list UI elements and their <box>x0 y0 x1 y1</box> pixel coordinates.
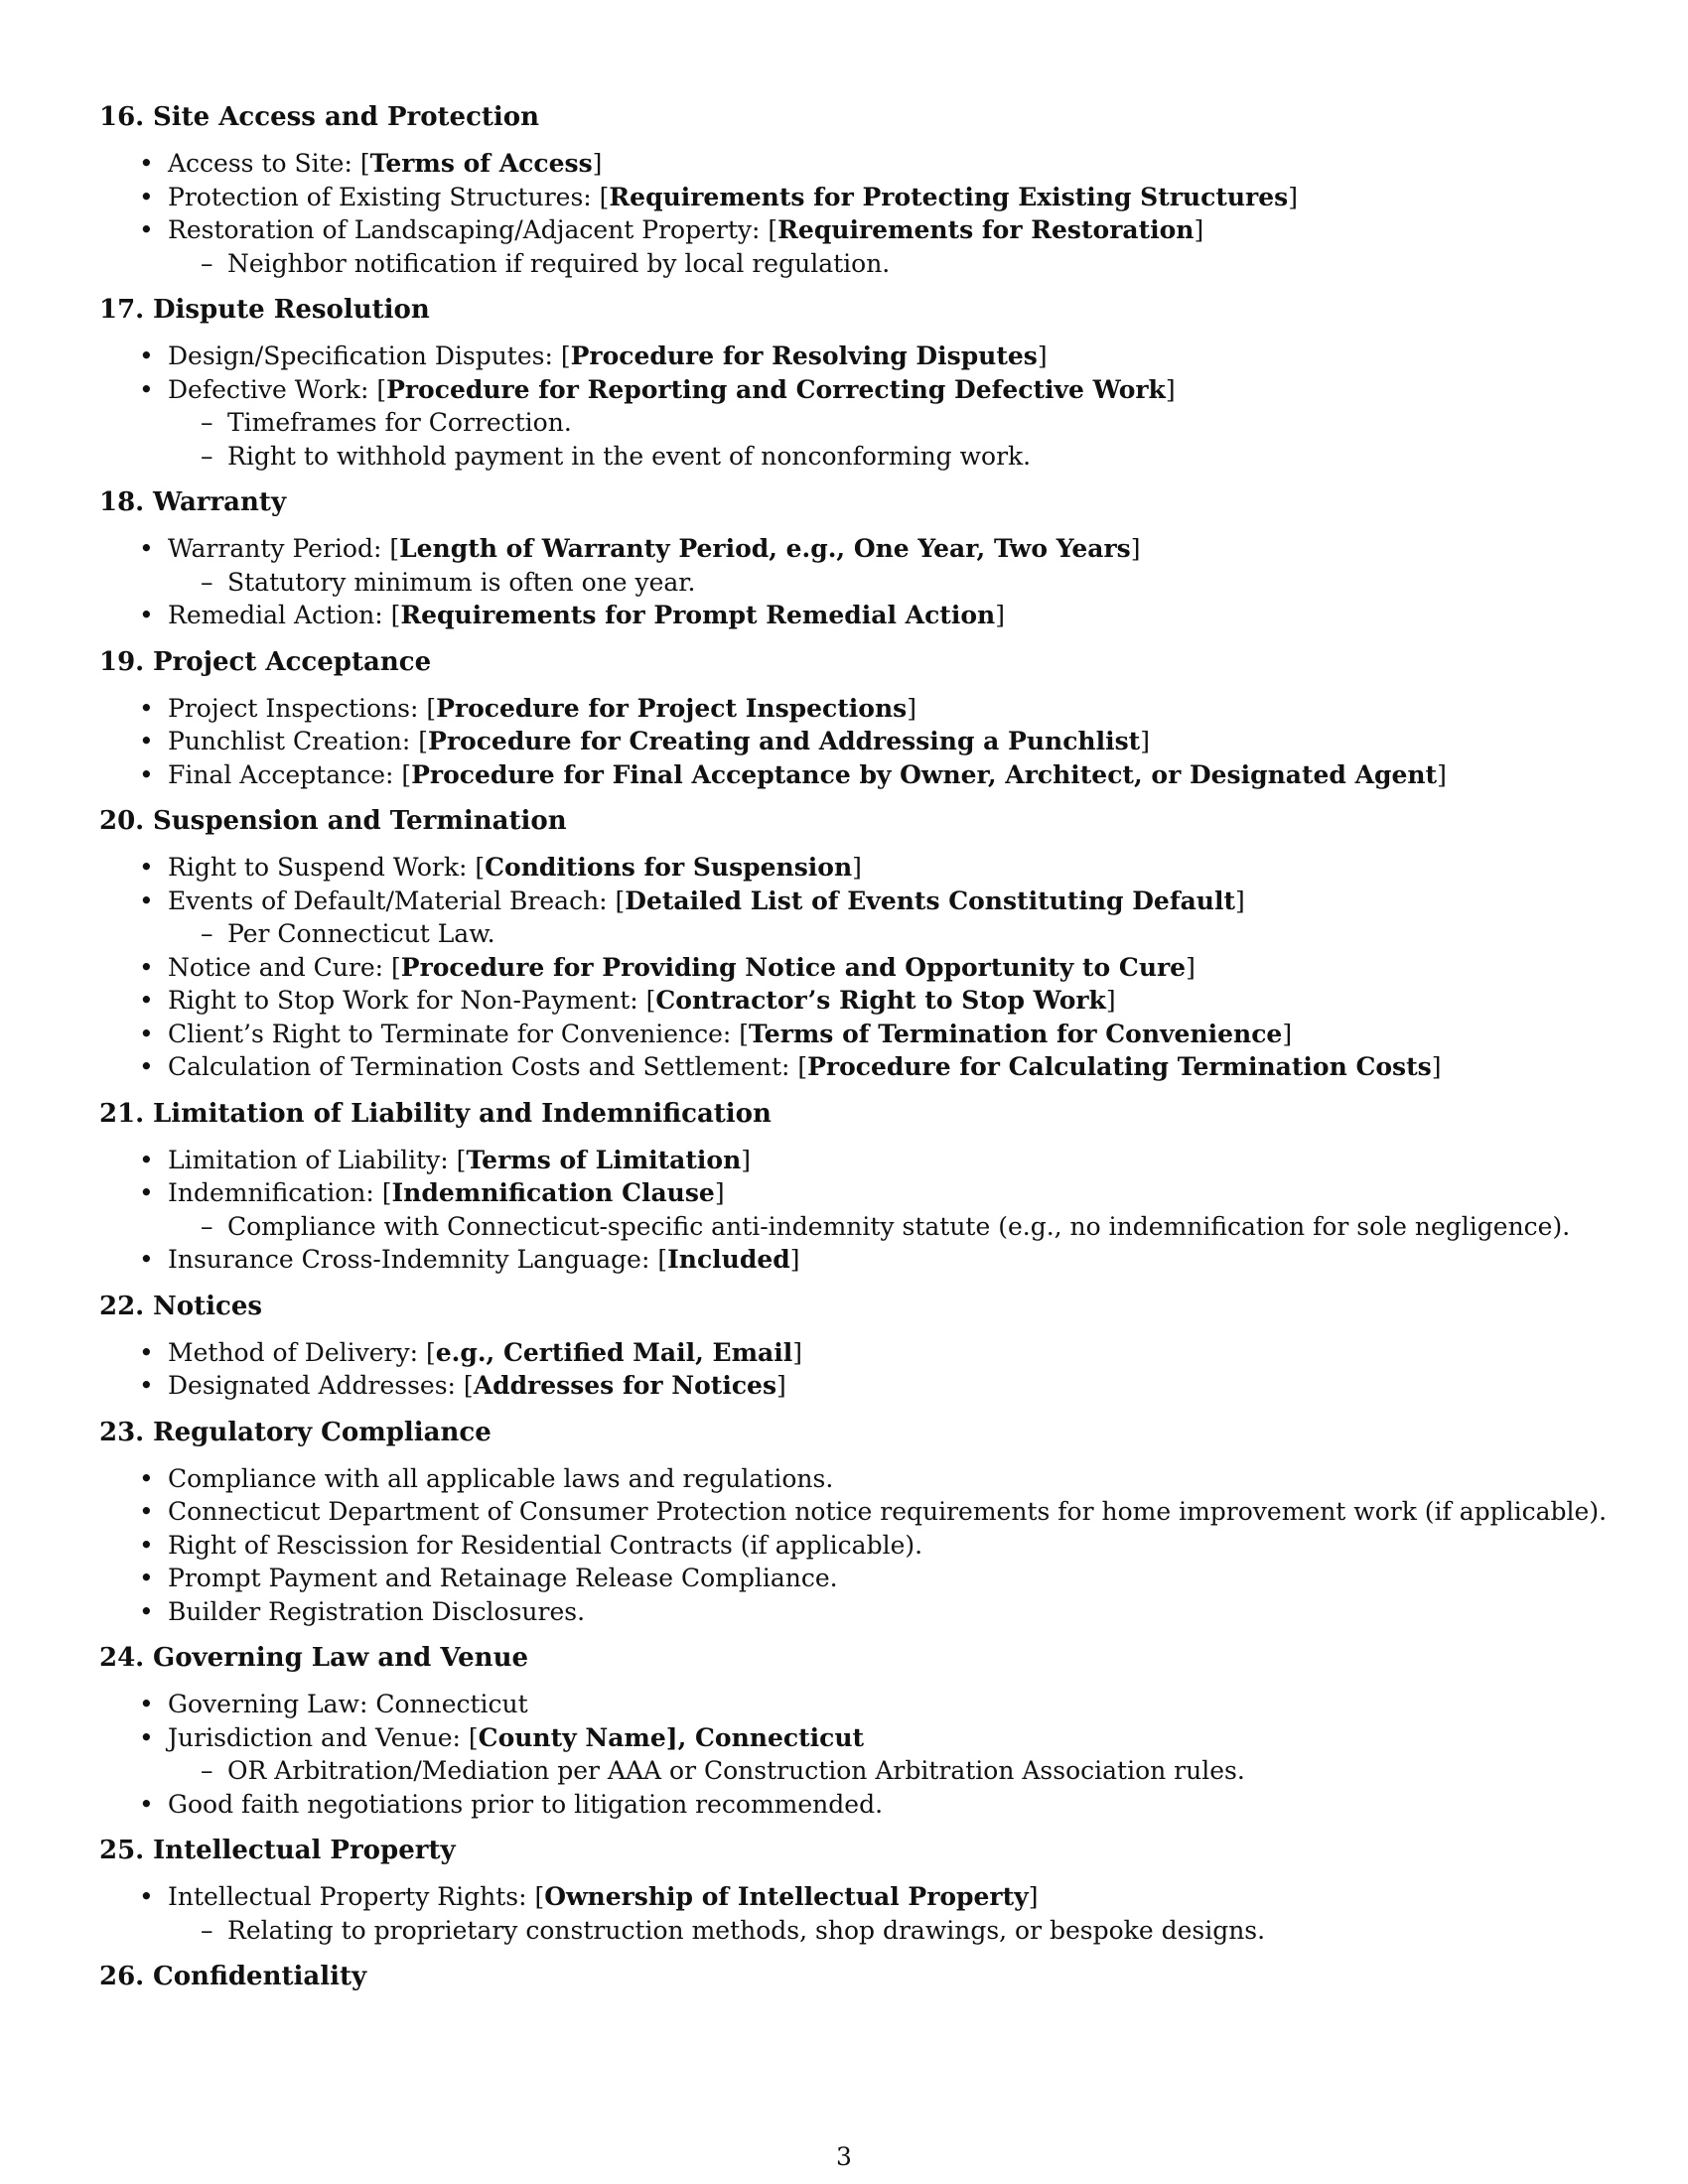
list-item <box>99 1243 1648 1277</box>
section <box>99 1289 1648 1403</box>
sub-list <box>168 406 1648 473</box>
list-item <box>99 851 1648 885</box>
list-item <box>99 1462 1648 1496</box>
item-text: Good faith negotiations prior to litigation recommended. <box>168 1789 884 1819</box>
section-number: 21. <box>99 1098 145 1129</box>
item-placeholder: Procedure for Reporting and Correcting Defective Work <box>386 374 1166 404</box>
section-heading <box>99 1415 1648 1450</box>
item-placeholder: County Name <box>478 1722 666 1752</box>
section <box>99 644 1648 792</box>
section-title: Regulatory Compliance <box>153 1417 492 1447</box>
item-text-after: ] <box>1437 759 1447 789</box>
section-number: 25. <box>99 1836 145 1865</box>
sub-list <box>168 917 1648 951</box>
section <box>99 803 1648 1084</box>
list-item <box>99 532 1648 599</box>
item-placeholder: Detailed List of Events Constituting Default <box>625 886 1235 915</box>
item-text: Indemnification: [ <box>168 1178 392 1207</box>
list-item <box>99 1495 1648 1529</box>
item-placeholder: Procedure for Calculating Termination Costs <box>807 1052 1432 1081</box>
sub-list-item: – Per Connecticut Law. <box>168 917 1648 951</box>
bullet-list <box>99 1462 1648 1629</box>
item-text-after: ] <box>852 853 862 882</box>
item-text: Designated Addresses: [ <box>168 1371 474 1400</box>
section-heading <box>99 484 1648 520</box>
item-placeholder: Conditions for Suspension <box>485 853 853 882</box>
section-number: 18. <box>99 487 145 517</box>
item-placeholder: Indemnification Clause <box>391 1178 715 1207</box>
section <box>99 484 1648 632</box>
item-placeholder: Requirements for Protecting Existing Structures <box>609 182 1289 211</box>
item-text: Defective Work: [ <box>168 374 387 404</box>
list-item <box>99 1050 1648 1084</box>
section-title: Limitation of Liability and Indemnification <box>153 1098 772 1129</box>
item-placeholder: Included <box>667 1245 790 1274</box>
item-text-after: ] <box>1194 215 1204 244</box>
item-text-after: ] <box>1235 886 1245 915</box>
item-text-after: ] <box>1431 1052 1442 1081</box>
item-text-after: ], Connecticut <box>665 1722 865 1752</box>
item-text: Protection of Existing Structures: [ <box>168 182 610 211</box>
bullet-list <box>99 1880 1648 1947</box>
sub-list-item: – Statutory minimum is often one year. <box>168 566 1648 600</box>
item-text: Insurance Cross-Indemnity Language: [ <box>168 1245 668 1274</box>
sub-list-item: – Compliance with Connecticut-specific anti-indemnity statute (e.g., no indemnification for sole negligence). <box>168 1210 1648 1244</box>
section <box>99 1959 1648 1994</box>
section-number: 17. <box>99 295 145 325</box>
list-item <box>99 1721 1648 1788</box>
section-number: 19. <box>99 646 145 677</box>
document-body <box>99 99 1648 2006</box>
list-item <box>99 1688 1648 1721</box>
section-number: 23. <box>99 1417 145 1447</box>
item-placeholder: Terms of Termination for Convenience <box>749 1019 1283 1048</box>
list-item <box>99 1880 1648 1947</box>
list-item <box>99 1562 1648 1595</box>
sub-list <box>168 1210 1648 1244</box>
item-placeholder: Length of Warranty Period, e.g., One Year, Two Years <box>399 534 1131 563</box>
sub-list-item: – Right to withhold payment in the event of nonconforming work. <box>168 440 1648 474</box>
list-item <box>99 1144 1648 1177</box>
sub-list-item: – Relating to proprietary construction methods, shop drawings, or bespoke designs. <box>168 1914 1648 1948</box>
list-item <box>99 758 1648 792</box>
item-placeholder: Procedure for Project Inspections <box>436 693 908 723</box>
item-text: Warranty Period: [ <box>168 534 400 563</box>
section-heading <box>99 99 1648 135</box>
list-item <box>99 725 1648 758</box>
list-item <box>99 1595 1648 1629</box>
list-item <box>99 1018 1648 1051</box>
item-placeholder: e.g., Certified Mail, Email <box>435 1337 793 1367</box>
item-text: Right to Stop Work for Non-Payment: [ <box>168 986 656 1015</box>
item-placeholder: Contractor’s Right to Stop Work <box>655 986 1106 1015</box>
bullet-list <box>99 692 1648 792</box>
item-placeholder: Requirements for Prompt Remedial Action <box>400 601 996 629</box>
section-title: Warranty <box>153 487 287 517</box>
item-text: Right to Suspend Work: [ <box>168 853 486 882</box>
item-placeholder: Procedure for Creating and Addressing a Punchlist <box>428 727 1141 755</box>
item-text: Design/Specification Disputes: [ <box>168 341 571 370</box>
section-number: 24. <box>99 1643 145 1673</box>
item-placeholder: Ownership of Intellectual Property <box>544 1882 1029 1911</box>
section-title: Governing Law and Venue <box>153 1643 529 1673</box>
section-number: 20. <box>99 806 145 836</box>
section-heading <box>99 292 1648 328</box>
item-text: Limitation of Liability: [ <box>168 1145 467 1174</box>
section <box>99 1096 1648 1277</box>
section-heading <box>99 1289 1648 1324</box>
bullet-list <box>99 1688 1648 1821</box>
item-text-after: ] <box>1140 727 1150 755</box>
list-item <box>99 885 1648 951</box>
item-text: Restoration of Landscaping/Adjacent Property: [ <box>168 215 778 244</box>
item-text: Connecticut Department of Consumer Protection notice requirements for home improvement work (if applicable). <box>168 1497 1608 1526</box>
section-heading <box>99 1640 1648 1676</box>
item-text: Events of Default/Material Breach: [ <box>168 886 626 915</box>
list-item <box>99 1529 1648 1563</box>
item-text: Client’s Right to Terminate for Convenience: [ <box>168 1019 750 1048</box>
section-title: Suspension and Termination <box>153 806 567 836</box>
item-text-after: ] <box>1186 952 1196 982</box>
list-item <box>99 599 1648 632</box>
list-item <box>99 213 1648 280</box>
item-text-after: ] <box>1282 1019 1293 1048</box>
section-title: Project Acceptance <box>153 646 432 677</box>
list-item <box>99 1369 1648 1403</box>
item-text: Project Inspections: [ <box>168 693 437 723</box>
item-text-after: ] <box>714 1178 725 1207</box>
list-item <box>99 984 1648 1018</box>
item-text: Builder Registration Disclosures. <box>168 1596 586 1626</box>
section-title: Site Access and Protection <box>153 102 540 132</box>
section <box>99 1833 1648 1947</box>
item-text-after: ] <box>789 1245 800 1274</box>
item-text: Intellectual Property Rights: [ <box>168 1882 545 1911</box>
item-text-after: ] <box>1165 374 1176 404</box>
item-text: Compliance with all applicable laws and regulations. <box>168 1463 834 1493</box>
section-title: Dispute Resolution <box>153 295 430 325</box>
item-text-after: ] <box>1288 182 1298 211</box>
item-placeholder: Procedure for Providing Notice and Opportunity to Cure <box>400 952 1187 982</box>
item-text-after: ] <box>592 149 603 178</box>
item-text-after: ] <box>907 693 916 723</box>
sub-list-item: – OR Arbitration/Mediation per AAA or Construction Arbitration Association rules. <box>168 1754 1648 1788</box>
list-item <box>99 147 1648 181</box>
item-text: Punchlist Creation: [ <box>168 727 429 755</box>
list-item <box>99 1336 1648 1370</box>
item-text: Right of Rescission for Residential Contracts (if applicable). <box>168 1530 923 1560</box>
item-text: Jurisdiction and Venue: [ <box>168 1722 479 1752</box>
list-item <box>99 181 1648 214</box>
section <box>99 292 1648 473</box>
section-heading <box>99 644 1648 680</box>
section-title: Intellectual Property <box>153 1836 456 1865</box>
item-text-after: ] <box>1028 1882 1039 1911</box>
section <box>99 1415 1648 1629</box>
list-item <box>99 340 1648 373</box>
list-item <box>99 692 1648 726</box>
list-item <box>99 1176 1648 1243</box>
section-title: Confidentiality <box>153 1962 367 1991</box>
sub-list-item: – Neighbor notification if required by local regulation. <box>168 247 1648 281</box>
item-text-after: ] <box>776 1371 786 1400</box>
section-heading <box>99 1833 1648 1868</box>
bullet-list <box>99 1144 1648 1277</box>
item-text: Method of Delivery: [ <box>168 1337 436 1367</box>
bullet-list <box>99 532 1648 632</box>
sub-list <box>168 1914 1648 1948</box>
sub-list-item: – Timeframes for Correction. <box>168 406 1648 440</box>
bullet-list <box>99 147 1648 280</box>
item-placeholder: Addresses for Notices <box>473 1371 777 1400</box>
item-placeholder: Terms of Limitation <box>466 1145 742 1174</box>
item-text: Access to Site: [ <box>168 149 370 178</box>
item-text-after: ] <box>1130 534 1141 563</box>
sub-list <box>168 1754 1648 1788</box>
section-heading <box>99 1959 1648 1994</box>
item-text: Prompt Payment and Retainage Release Compliance. <box>168 1564 838 1592</box>
section <box>99 1640 1648 1821</box>
section-number: 16. <box>99 102 145 132</box>
item-placeholder: Requirements for Restoration <box>777 215 1195 244</box>
item-text-after: ] <box>741 1145 752 1174</box>
item-placeholder: Terms of Access <box>369 149 593 178</box>
list-item <box>99 373 1648 474</box>
item-text: Remedial Action: [ <box>168 601 401 629</box>
item-text-after: ] <box>1105 986 1116 1015</box>
section-title: Notices <box>153 1291 263 1321</box>
list-item <box>99 951 1648 985</box>
bullet-list <box>99 340 1648 473</box>
item-text: Final Acceptance: [ <box>168 759 412 789</box>
section <box>99 99 1648 280</box>
sub-list <box>168 247 1648 281</box>
section-number: 22. <box>99 1291 145 1321</box>
item-text: Notice and Cure: [ <box>168 952 401 982</box>
bullet-list <box>99 1336 1648 1403</box>
section-heading <box>99 1096 1648 1132</box>
item-text-after: ] <box>995 601 1005 629</box>
item-text-after: ] <box>1037 341 1048 370</box>
list-item <box>99 1788 1648 1822</box>
section-number: 26. <box>99 1962 145 1991</box>
item-placeholder: Procedure for Resolving Disputes <box>570 341 1038 370</box>
page-number: 3 <box>836 2142 852 2171</box>
section-heading <box>99 803 1648 839</box>
sub-list <box>168 566 1648 600</box>
bullet-list <box>99 851 1648 1084</box>
item-placeholder: Procedure for Final Acceptance by Owner, Architect, or Designated Agent <box>411 759 1438 789</box>
item-text: Governing Law: Connecticut <box>168 1690 528 1718</box>
item-text: Calculation of Termination Costs and Settlement: [ <box>168 1052 808 1081</box>
item-text-after: ] <box>792 1337 802 1367</box>
